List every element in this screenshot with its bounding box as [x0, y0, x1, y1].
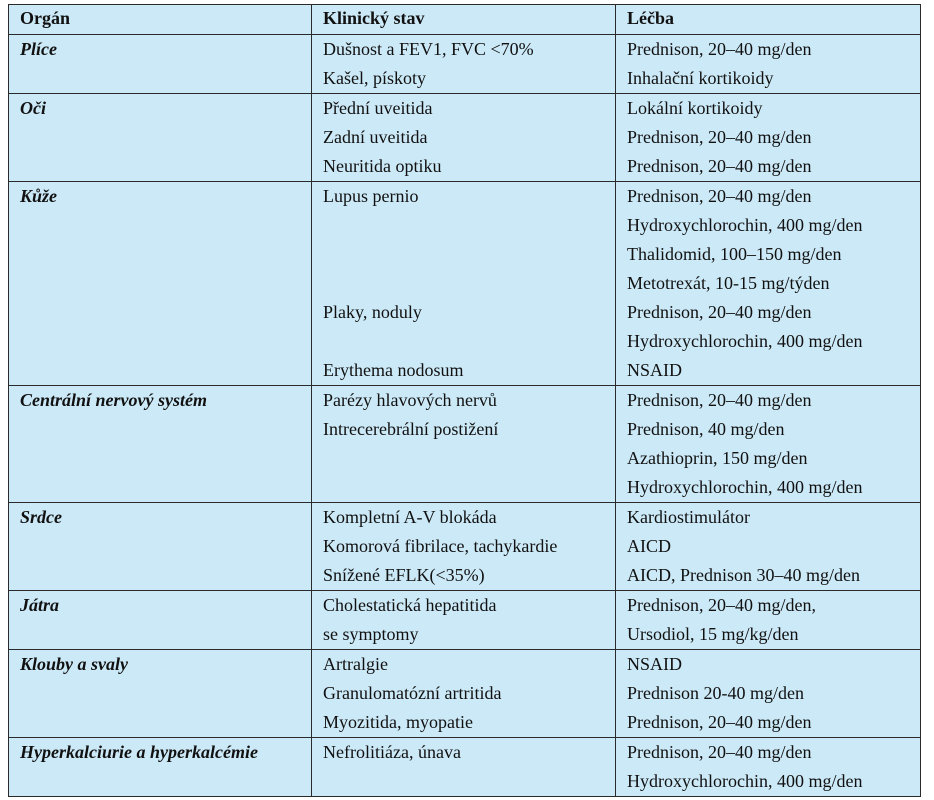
table-row	[9, 35, 921, 94]
table-body	[9, 35, 921, 797]
treatment-cell	[616, 35, 921, 94]
condition-line: Parézy hlavových nervů	[323, 390, 497, 410]
condition-line: Cholestatická hepatitida	[323, 595, 497, 615]
header-treatment: Léčba	[616, 5, 921, 35]
organ-name: Klouby a svaly	[20, 654, 128, 674]
organ-cell	[9, 35, 312, 94]
condition-line	[323, 211, 615, 240]
organ-cell	[9, 94, 312, 182]
treatment-cell	[616, 386, 921, 503]
condition-line	[323, 269, 615, 298]
treatment-line: Kardiostimulátor	[627, 507, 750, 527]
treatment-line: Hydroxychlorochin, 400 mg/den	[627, 477, 863, 497]
condition-cell	[312, 503, 616, 591]
organ-cell	[9, 386, 312, 503]
condition-cell	[312, 35, 616, 94]
treatment-line: Hydroxychlorochin, 400 mg/den	[627, 771, 863, 791]
condition-line	[323, 473, 615, 502]
treatment-cell	[616, 738, 921, 797]
condition-line: Zadní uveitida	[323, 127, 428, 147]
condition-line: Intrecerebrální postižení	[323, 419, 499, 439]
treatment-line: NSAID	[627, 654, 683, 674]
treatment-cell	[616, 182, 921, 386]
condition-line	[323, 767, 615, 796]
condition-line: Nefrolitiáza, únava	[323, 742, 461, 762]
condition-cell	[312, 94, 616, 182]
treatment-line: Prednison, 20–40 mg/den	[627, 390, 812, 410]
organ-cell	[9, 182, 312, 386]
treatment-line: AICD	[627, 536, 671, 556]
condition-line: Kompletní A-V blokáda	[323, 507, 497, 527]
treatment-line: AICD, Prednison 30–40 mg/den	[627, 565, 860, 585]
condition-line: Plaky, noduly	[323, 302, 422, 322]
organ-name: Centrální nervový systém	[20, 390, 207, 410]
organ-name: Plíce	[20, 39, 57, 59]
table-row	[9, 591, 921, 650]
condition-cell	[312, 591, 616, 650]
condition-cell	[312, 182, 616, 386]
treatment-line: NSAID	[627, 360, 683, 380]
organ-name: Játra	[20, 595, 60, 615]
treatment-line: Prednison, 20–40 mg/den	[627, 742, 812, 762]
condition-line: se symptomy	[323, 624, 419, 644]
treatment-table	[8, 4, 921, 797]
table-header	[9, 5, 921, 35]
treatment-line: Metotrexát, 10-15 mg/týden	[627, 273, 830, 293]
organ-cell	[9, 738, 312, 797]
condition-line: Neuritida optiku	[323, 156, 442, 176]
treatment-cell	[616, 503, 921, 591]
header-organ: Orgán	[9, 5, 312, 35]
treatment-line: Prednison, 20–40 mg/den	[627, 156, 812, 176]
treatment-line: Prednison, 20–40 mg/den	[627, 712, 812, 732]
treatment-line: Prednison 20-40 mg/den	[627, 683, 804, 703]
table-row	[9, 94, 921, 182]
condition-line	[323, 240, 615, 269]
organ-name: Hyperkalciurie a hyperkalcémie	[20, 742, 258, 762]
treatment-line: Prednison, 20–40 mg/den	[627, 186, 812, 206]
organ-name: Kůže	[20, 186, 58, 206]
condition-line: Myozitida, myopatie	[323, 712, 473, 732]
condition-cell	[312, 738, 616, 797]
condition-line: Přední uveitida	[323, 98, 433, 118]
treatment-line: Azathioprin, 150 mg/den	[627, 448, 808, 468]
table-row	[9, 182, 921, 386]
treatment-line: Prednison, 40 mg/den	[627, 419, 785, 439]
header-clinical-state: Klinický stav	[312, 5, 616, 35]
condition-line: Snížené EFLK(<35%)	[323, 565, 485, 585]
treatment-line: Prednison, 20–40 mg/den	[627, 39, 812, 59]
condition-line: Lupus pernio	[323, 186, 419, 206]
condition-line: Dušnost a FEV1, FVC <70%	[323, 39, 534, 59]
organ-cell	[9, 650, 312, 738]
treatment-line: Prednison, 20–40 mg/den	[627, 127, 812, 147]
treatment-cell	[616, 94, 921, 182]
organ-name: Srdce	[20, 507, 62, 527]
header-row	[9, 5, 921, 35]
treatment-cell	[616, 650, 921, 738]
condition-line: Erythema nodosum	[323, 360, 464, 380]
condition-cell	[312, 650, 616, 738]
treatment-line: Hydroxychlorochin, 400 mg/den	[627, 331, 863, 351]
treatment-line: Inhalační kortikoidy	[627, 68, 774, 88]
organ-name: Oči	[20, 98, 46, 118]
treatment-line: Lokální kortikoidy	[627, 98, 763, 118]
condition-line	[323, 444, 615, 473]
table-row	[9, 386, 921, 503]
treatment-cell	[616, 591, 921, 650]
treatment-line: Hydroxychlorochin, 400 mg/den	[627, 215, 863, 235]
condition-line	[323, 327, 615, 356]
table-row	[9, 738, 921, 797]
treatment-line: Prednison, 20–40 mg/den	[627, 302, 812, 322]
treatment-line: Thalidomid, 100–150 mg/den	[627, 244, 842, 264]
organ-cell	[9, 591, 312, 650]
organ-cell	[9, 503, 312, 591]
condition-line: Kašel, pískoty	[323, 68, 426, 88]
table-row	[9, 503, 921, 591]
table-row	[9, 650, 921, 738]
treatment-line: Prednison, 20–40 mg/den,	[627, 595, 816, 615]
condition-cell	[312, 386, 616, 503]
condition-line: Komorová fibrilace, tachykardie	[323, 536, 558, 556]
condition-line: Artralgie	[323, 654, 388, 674]
condition-line: Granulomatózní artritida	[323, 683, 502, 703]
treatment-line: Ursodiol, 15 mg/kg/den	[627, 624, 799, 644]
